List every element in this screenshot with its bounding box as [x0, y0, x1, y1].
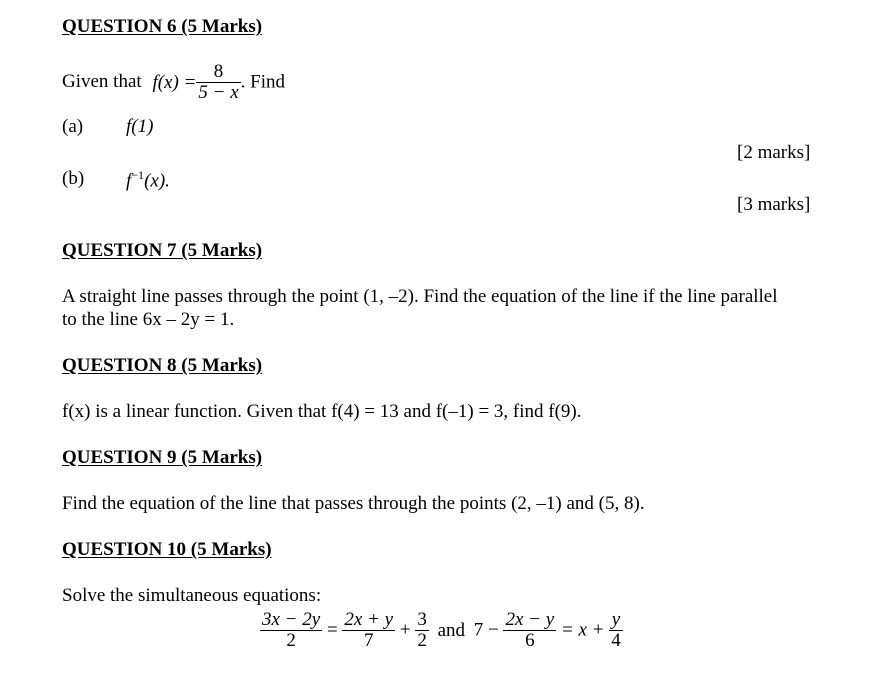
q10-eq1-right-fraction1 — [342, 610, 395, 651]
q10-eq1-r1-numerator: 2x + y — [344, 609, 394, 630]
q10-eq2-seven-minus: 7 − — [473, 619, 499, 641]
q6-part-b-marks: [3 marks] — [737, 194, 811, 215]
q6-part-b-rest: (x). — [144, 170, 170, 192]
q10-eq1-right-fraction2 — [415, 610, 429, 651]
q10-eq2-equals-x-plus: = x + — [560, 619, 605, 641]
q10-equations — [260, 610, 623, 651]
q6-function-lhs: f(x) = — [152, 71, 197, 93]
q6-given-prefix: Given that — [62, 70, 142, 92]
q10-intro: Solve the simultaneous equations: — [62, 585, 322, 606]
q9-heading: QUESTION 9 (5 Marks) — [62, 447, 263, 468]
q10-eq1-r2-denominator: 2 — [417, 630, 427, 651]
q6-given-suffix: . Find — [240, 71, 285, 93]
q6-part-a-label: (a) — [62, 116, 84, 137]
q6-part-a-marks: [2 marks] — [737, 142, 811, 163]
q6-fraction-numerator: 8 — [213, 61, 224, 82]
q6-part-a-expression: f(1) — [126, 116, 154, 137]
q10-eq1-r1-denominator: 7 — [342, 630, 395, 651]
q10-eq1-left-fraction — [260, 610, 322, 651]
q7-heading: QUESTION 7 (5 Marks) — [62, 240, 263, 261]
q9-text: Find the equation of the line that passes through the points (2, –1) and (5, 8). — [62, 493, 645, 514]
q6-fraction-denominator: 5 − x — [198, 82, 239, 103]
q6-heading: QUESTION 6 (5 Marks) — [62, 16, 263, 37]
q10-heading: QUESTION 10 (5 Marks) — [62, 539, 272, 560]
q6-part-b-superscript: −1 — [131, 168, 145, 182]
q6-function-fraction — [196, 62, 240, 103]
q8-heading: QUESTION 8 (5 Marks) — [62, 355, 263, 376]
q10-and: and — [437, 619, 465, 641]
q10-eq1-plus: + — [399, 619, 411, 641]
q10-eq2-r-denominator: 4 — [611, 630, 621, 651]
q10-eq2-denominator: 6 — [503, 630, 556, 651]
q10-eq1-r2-numerator: 3 — [417, 609, 427, 630]
q7-text-line1: A straight line passes through the point (1, –2). Find the equation of the line if the line parallel — [62, 286, 778, 307]
q10-eq2-r-numerator: y — [611, 609, 621, 630]
q7-text-line2: to the line 6x – 2y = 1. — [62, 309, 235, 330]
q6-given-line — [62, 62, 285, 103]
q10-eq1-left-denominator: 2 — [260, 630, 322, 651]
q10-eq2-right-fraction — [609, 610, 623, 651]
q6-part-b-label: (b) — [62, 168, 85, 189]
q10-eq1-left-numerator: 3x − 2y — [262, 609, 321, 630]
q10-eq2-numerator: 2x − y — [505, 609, 555, 630]
q6-part-b-expression — [126, 168, 170, 192]
q6-part-b-base: f — [126, 170, 132, 192]
q10-eq1-equals: = — [326, 619, 338, 641]
q8-text: f(x) is a linear function. Given that f(4) = 13 and f(–1) = 3, find f(9). — [62, 401, 582, 422]
q10-eq2-fraction — [503, 610, 556, 651]
